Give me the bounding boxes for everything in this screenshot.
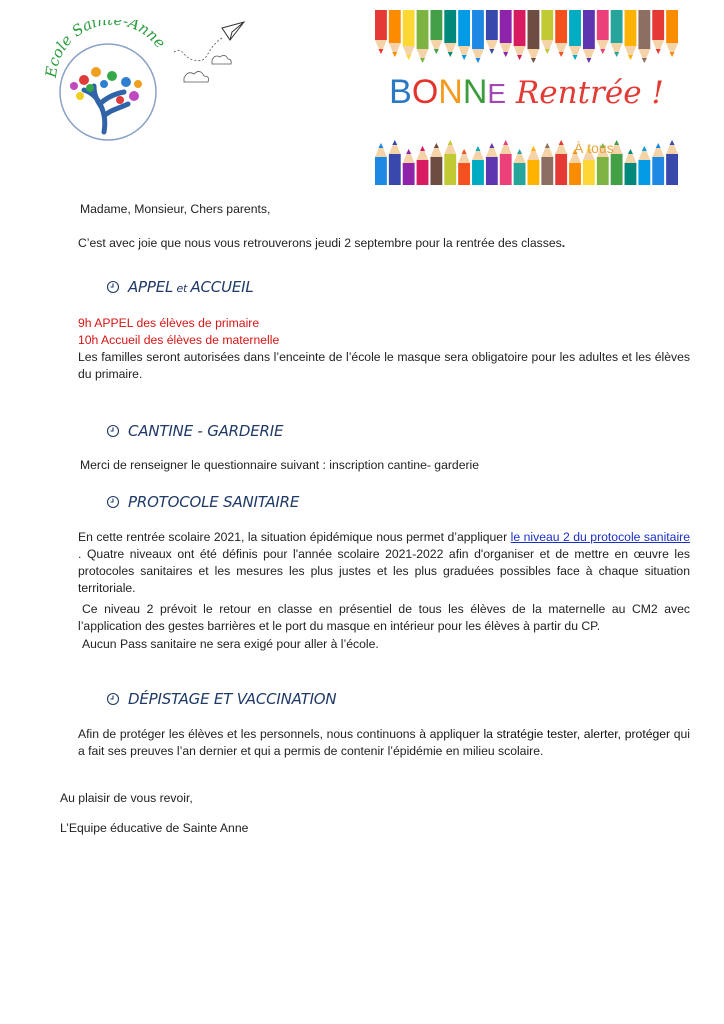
pencil-bottom-lead	[462, 149, 467, 154]
pencil-top-body	[652, 10, 664, 40]
heading-depistage-vaccination	[106, 690, 336, 708]
pencil-bottom-lead	[434, 143, 439, 148]
pencil-top-lead	[462, 55, 467, 60]
greeting: Madame, Monsieur, Chers parents,	[80, 202, 271, 216]
pencil-top-lead	[656, 49, 661, 54]
accueil-maternelle-line: 10h Accueil des élèves de maternelle	[78, 333, 280, 347]
pencil-top-lead	[392, 52, 397, 57]
bonne-rentree-banner	[374, 10, 679, 185]
pencil-bottom-lead	[531, 146, 536, 151]
clock-icon	[106, 495, 120, 509]
pencil-bottom-lead	[406, 149, 411, 154]
pencil-top-body	[486, 10, 498, 40]
protocole-paragraph-3: Aucun Pass sanitaire ne sera exigé pour aller à l’école.	[82, 637, 379, 651]
pencil-top-lead	[434, 49, 439, 54]
pencil-bottom-body	[389, 154, 401, 185]
pencil-bottom-lead	[420, 146, 425, 151]
intro-period: .	[561, 236, 566, 250]
heading-et-text: et	[173, 282, 191, 295]
school-logo	[34, 20, 248, 142]
strategie-highlight: la stratégie tester, alerter, protéger	[483, 727, 671, 741]
pencil-bottom-body	[472, 160, 484, 185]
clock-icon	[106, 424, 120, 438]
pencil-bottom-lead	[503, 140, 508, 145]
pencil-bottom-lead	[614, 140, 619, 145]
pencil-bottom-body	[541, 157, 553, 185]
pencil-bottom-body	[597, 157, 609, 185]
banner-subtitle: À tous	[574, 140, 614, 156]
pencil-bottom-body	[528, 160, 540, 185]
pencil-top-body	[625, 10, 637, 46]
banner-title	[374, 72, 679, 114]
signature: L’Equipe éducative de Sainte Anne	[60, 821, 249, 835]
pencil-bottom-body	[514, 163, 526, 185]
protocole-paragraph-2: Ce niveau 2 prévoit le retour en classe en présentiel de tous les élèves de la maternelle au CM2 avec l’application des gestes barrières et le port du masque en intérieur pour les élèves à partir du CP.	[78, 602, 690, 633]
pencil-top-body	[569, 10, 581, 46]
pencil-bottom-body	[666, 154, 678, 185]
banner-letter-b: B	[389, 73, 412, 111]
pencil-top-body	[597, 10, 609, 40]
pencil-bottom-lead	[448, 140, 453, 145]
pencil-top-lead	[670, 52, 675, 57]
pencil-top-body	[555, 10, 567, 43]
pencil-bottom-body	[555, 154, 567, 185]
protocole-p1-start: En cette rentrée scolaire 2021, la situation épidémique nous permet d’appliquer	[78, 530, 511, 544]
pencil-top-lead	[586, 58, 591, 63]
pencil-bottom-lead	[670, 140, 675, 145]
heading-protocole-sanitaire	[106, 493, 299, 511]
pencil-bottom-lead	[489, 143, 494, 148]
pencil-bottom-lead	[628, 149, 633, 154]
pencil-top-lead	[531, 58, 536, 63]
pencil-top-lead	[600, 49, 605, 54]
pencil-top-lead	[448, 52, 453, 57]
pencil-bottom-body	[625, 163, 637, 185]
pencil-bottom-lead	[392, 140, 397, 145]
pencil-bottom-body	[611, 154, 623, 185]
pencil-top-body	[444, 10, 456, 43]
pencil-top-body	[472, 10, 484, 49]
pencil-bottom-lead	[378, 143, 383, 148]
heading-depistage-text: DÉPISTAGE ET VACCINATION	[128, 690, 337, 708]
pencil-top-body	[528, 10, 540, 49]
depistage-paragraph	[78, 726, 690, 760]
pencil-bottom-body	[638, 160, 650, 185]
pencil-top-body	[500, 10, 512, 43]
logo-text: Ecole Sain -Anne	[41, 20, 170, 79]
closing-line: Au plaisir de vous revoir,	[60, 791, 193, 805]
appel-primaire-line: 9h APPEL des élèves de primaire	[78, 316, 260, 330]
pencil-top-body	[666, 10, 678, 43]
pencil-top-body	[514, 10, 526, 46]
pencil-top-lead	[545, 49, 550, 54]
banner-letter-e: E	[487, 78, 507, 109]
pencil-top-lead	[475, 58, 480, 63]
clock-icon	[106, 280, 120, 294]
pencil-top-lead	[628, 55, 633, 60]
heading-accueil-text: ACCUEIL	[190, 278, 254, 296]
pencil-top-lead	[406, 55, 411, 60]
pencil-top-lead	[573, 55, 578, 60]
pencil-top-lead	[559, 52, 564, 57]
pencil-bottom-body	[458, 163, 470, 185]
banner-letter-n2: N	[462, 73, 488, 111]
heading-appel-accueil	[106, 278, 254, 296]
pencil-top-lead	[489, 49, 494, 54]
protocole-niveau-2-link[interactable]: le niveau 2 du protocole sanitaire	[510, 530, 690, 544]
pencil-top-lead	[517, 55, 522, 60]
pencil-top-body	[375, 10, 387, 40]
pencil-bottom-body	[583, 160, 595, 185]
pencil-top-body	[430, 10, 442, 40]
pencil-bottom-body	[569, 163, 581, 185]
pencil-bottom-body	[375, 157, 387, 185]
pencil-top-body	[458, 10, 470, 46]
pencil-bottom-body	[417, 160, 429, 185]
pencil-bottom-lead	[517, 149, 522, 154]
pencil-bottom-body	[444, 154, 456, 185]
pencil-bottom-lead	[642, 146, 647, 151]
pencil-bottom-body	[403, 163, 415, 185]
pencil-top-body	[583, 10, 595, 49]
protocole-p1-end: . Quatre niveaux ont été définis pour l'année scolaire 2021-2022 afin d'organiser et de mettre en œuvre les protocoles sanitaires et les mesures les plus justes et les plus graduées possibles face à chaque situation territoriale.	[78, 547, 690, 595]
pencil-top-lead	[614, 52, 619, 57]
protocole-paragraph-1	[78, 529, 690, 597]
heading-protocole-text: PROTOCOLE SANITAIRE	[128, 493, 300, 511]
heading-cantine-text: CANTINE - GARDERIE	[128, 422, 284, 440]
pencil-top-lead	[503, 52, 508, 57]
intro-paragraph	[78, 235, 565, 252]
pencil-top-body	[541, 10, 553, 40]
intro-text: C’est avec joie que nous vous retrouverons jeudi 2 septembre pour la rentrée des classes	[78, 236, 562, 250]
pencil-bottom-body	[430, 157, 442, 185]
pencil-bottom-lead	[656, 143, 661, 148]
banner-letter-o: O	[411, 73, 439, 111]
clock-icon	[106, 692, 120, 706]
pencil-top-lead	[642, 58, 647, 63]
heading-appel-text: APPEL	[128, 278, 174, 296]
banner-letter-n1: N	[438, 73, 463, 111]
pencil-top-body	[389, 10, 401, 43]
pencil-bottom-body	[486, 157, 498, 185]
cantine-body: Merci de renseigner le questionnaire suivant : inscription cantine- garderie	[80, 458, 480, 472]
pencil-top-lead	[420, 58, 425, 63]
pencil-bottom-lead	[475, 146, 480, 151]
pencil-top-body	[638, 10, 650, 49]
pencil-top-body	[417, 10, 429, 49]
pencil-top-lead	[378, 49, 383, 54]
pencil-bottom-lead	[559, 140, 564, 145]
pencil-top-body	[611, 10, 623, 43]
pencil-bottom-body	[500, 154, 512, 185]
depistage-p1-start: Afin de protéger les élèves et les personnels, nous continuons à appliquer	[78, 727, 484, 741]
depistage-p1-end: qui a fait ses preuves l’an dernier et qui a permis de contenir l’épidémie en milieu scolaire.	[78, 727, 690, 758]
banner-rentree: Rentrée !	[506, 75, 664, 111]
pencil-top-body	[403, 10, 415, 46]
pencil-bottom-lead	[545, 143, 550, 148]
appel-body: Les familles seront autorisées dans l’enceinte de l’école le masque sera obligatoire pour les adultes et les élèves du primaire.	[78, 350, 690, 381]
pencil-bottom-body	[652, 157, 664, 185]
heading-cantine-garderie	[106, 422, 283, 440]
